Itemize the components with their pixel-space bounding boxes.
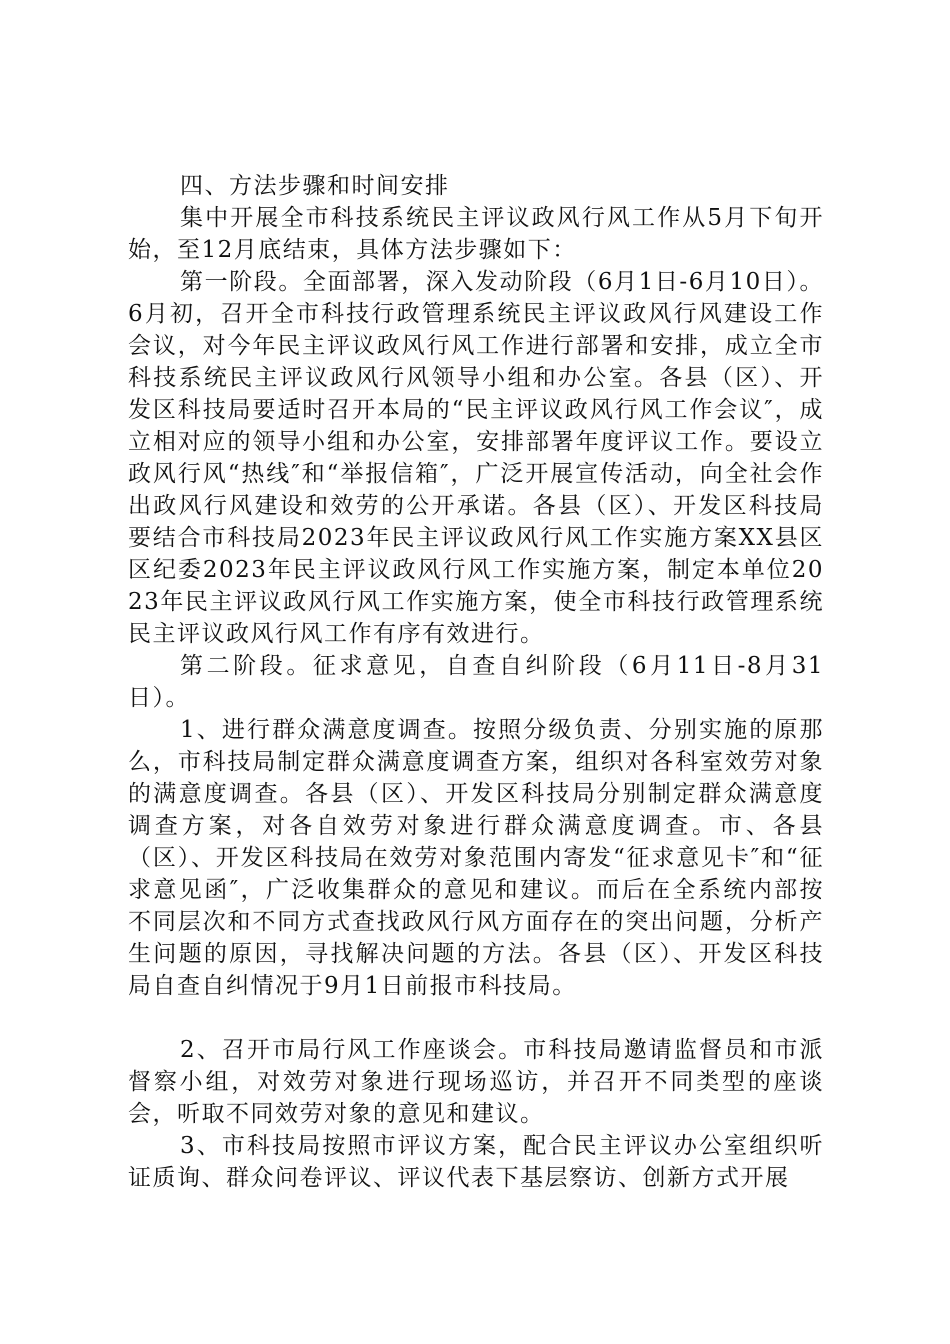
section-heading: 四、方法步骤和时间安排: [180, 173, 450, 199]
paragraph-stage-two: 第二阶段。征求意见，自查自纠阶段（6月11日-8月31日）。: [128, 653, 824, 711]
paragraph-item-1: 1、进行群众满意度调查。按照分级负责、分别实施的原那么，市科技局制定群众满意度调查方案，组织对各科室效劳对象的满意度调查。各县（区）、开发区科技局分别制定群众满意度调查方案，对各自效劳对象进行群众满意度调查。市、各县（区）、开发区科技局在效劳对象范围内寄发“征求意见卡″和“征求意见函″，广泛收集群众的意见和建议。而后在全系统内部按不同层次和不同方式查找政风行风方面存在的突出问题，分析产生问题的原因，寻找解决问题的方法。各县（区）、开发区科技局自查自纠情况于9月1日前报市科技局。: [128, 717, 824, 999]
document-body: [128, 170, 824, 1194]
paragraph-item-3: 3、市科技局按照市评议方案，配合民主评议办公室组织听证质询、群众问卷评议、评议代表下基层察访、创新方式开展: [128, 1133, 824, 1191]
paragraph-intro: 集中开展全市科技系统民主评议政风行风工作从5月下旬开始，至12月底结束，具体方法步骤如下：: [128, 205, 824, 263]
paragraph-stage-one: 第一阶段。全面部署，深入发动阶段（6月1日-6月10日）。6月初，召开全市科技行政管理系统民主评议政风行风建设工作会议，对今年民主评议政风行风工作进行部署和安排，成立全市科技系统民主评议政风行风领导小组和办公室。各县（区）、开发区科技局要适时召开本局的“民主评议政风行风工作会议″，成立相对应的领导小组和办公室，安排部署年度评议工作。要设立政风行风“热线″和“举报信箱″，广泛开展宣传活动，向全社会作出政风行风建设和效劳的公开承诺。各县（区）、开发区科技局要结合市科技局2023年民主评议政风行风工作实施方案XX县区区纪委2023年民主评议政风行风工作实施方案，制定本单位2023年民主评议政风行风工作实施方案，使全市科技行政管理系统民主评议政风行风工作有序有效进行。: [128, 269, 824, 647]
paragraph-item-2: 2、召开市局行风工作座谈会。市科技局邀请监督员和市派督察小组，对效劳对象进行现场巡访，并召开不同类型的座谈会，听取不同效劳对象的意见和建议。: [128, 1037, 824, 1127]
